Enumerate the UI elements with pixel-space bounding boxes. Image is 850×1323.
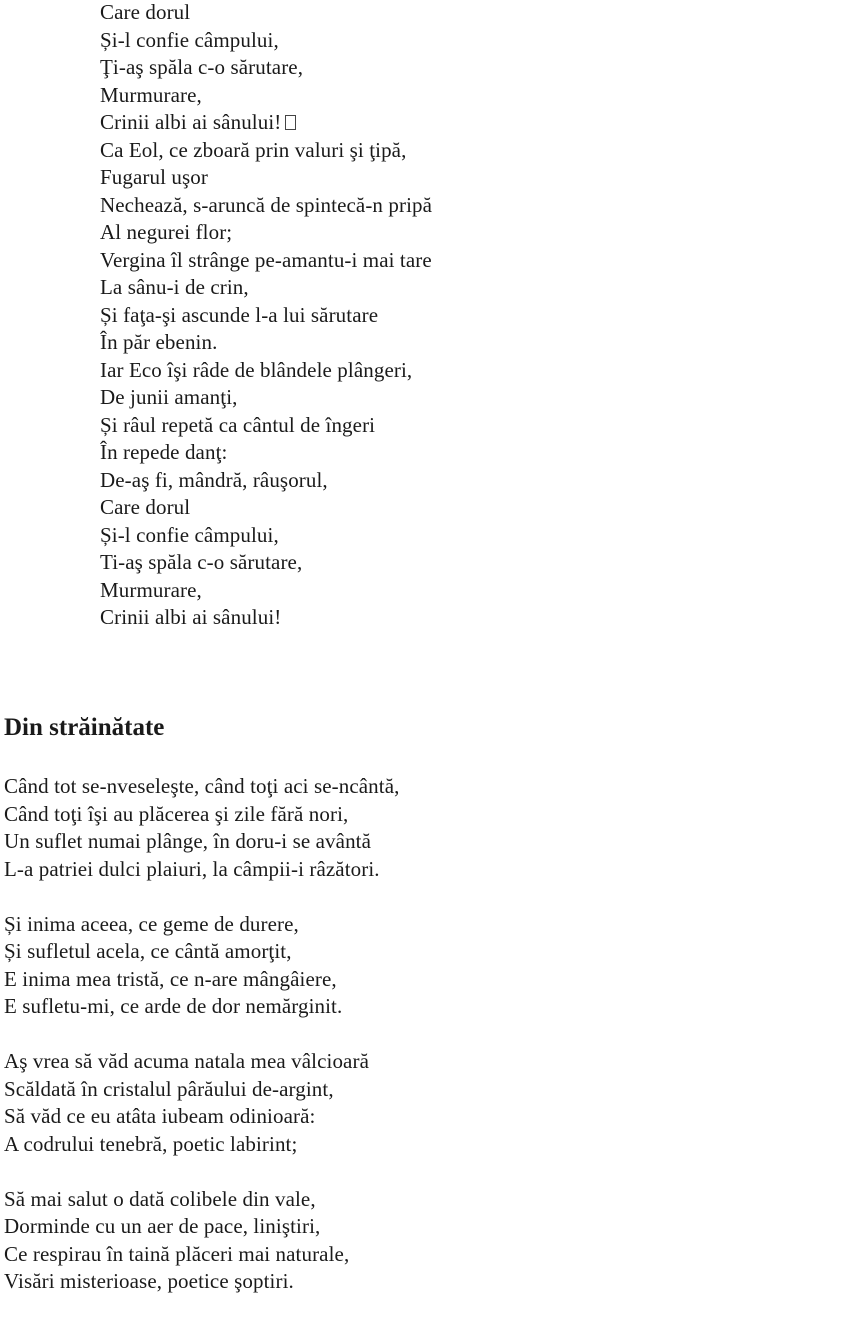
verse-line: Și faţa-şi ascunde l-a lui sărutare bbox=[100, 302, 379, 327]
stanza bbox=[4, 1048, 804, 1158]
verse-line: Și râul repetă ca cântul de îngeri bbox=[100, 412, 376, 437]
verse-line: Dorminde cu un aer de pace, liniştiri, bbox=[4, 1214, 321, 1238]
verse-line-text: Crinii albi ai sânului! bbox=[100, 110, 282, 134]
verse-line: Aş vrea să văd acuma natala mea vâlcioară bbox=[4, 1049, 369, 1073]
verse-line: Când toţi îşi au plăcerea şi zile fără nori, bbox=[4, 801, 349, 826]
poem-title: Din străinătate bbox=[4, 714, 165, 741]
verse-line: În păr ebenin. bbox=[100, 330, 218, 354]
previous-poem-ending bbox=[100, 0, 800, 632]
verse-line: Murmurare, bbox=[100, 577, 202, 602]
verse-line: E inima mea tristă, ce n-are mângâiere, bbox=[4, 966, 337, 991]
verse-line: Crinii albi ai sânului! bbox=[100, 605, 282, 629]
verse-line: Ce respirau în taină plăceri mai naturale, bbox=[4, 1241, 350, 1266]
verse-line: Care dorul bbox=[100, 0, 191, 24]
verse-line: De-aş fi, mândră, râuşorul, bbox=[100, 467, 328, 492]
verse-line: În repede danţ: bbox=[100, 440, 228, 464]
stanza bbox=[4, 911, 804, 1021]
verse-line: Fugarul uşor bbox=[100, 165, 208, 189]
verse-line: La sânu-i de crin, bbox=[100, 275, 249, 299]
verse-line: Vergina îl strânge pe-amantu-i mai tare bbox=[100, 247, 432, 272]
verse-line: Visări misterioase, poetice şoptiri. bbox=[4, 1269, 294, 1293]
stanza bbox=[4, 1186, 804, 1296]
verse-line: Scăldată în cristalul pârăului de-argint, bbox=[4, 1076, 334, 1101]
verse-line: Ţi-aş spăla c-o sărutare, bbox=[100, 55, 304, 79]
verse-line: E sufletu-mi, ce arde de dor nemărginit. bbox=[4, 994, 343, 1018]
verse-line: Și inima aceea, ce geme de durere, bbox=[4, 911, 299, 936]
verse-line: Murmurare, bbox=[100, 82, 202, 107]
verse-line: Să văd ce eu atâta iubeam odinioară: bbox=[4, 1104, 316, 1128]
verse-line: Ti-aş spăla c-o sărutare, bbox=[100, 550, 303, 574]
verse-line-with-missing-glyph bbox=[100, 109, 800, 137]
verse-line: Și-l confie câmpului, bbox=[100, 27, 279, 52]
stanza bbox=[4, 773, 804, 883]
verse-line: Al negurei flor; bbox=[100, 220, 233, 244]
verse-line: Când tot se-nveseleşte, când toţi aci se-ncântă, bbox=[4, 774, 400, 798]
verse-line: A codrului tenebră, poetic labirint; bbox=[4, 1131, 298, 1156]
verse-line: Nechează, s-aruncă de spintecă-n pripă bbox=[100, 192, 433, 217]
poem-body bbox=[4, 773, 804, 1323]
verse-line: Un suflet numai plânge, în doru-i se avântă bbox=[4, 829, 372, 853]
missing-glyph-box-icon bbox=[285, 115, 296, 130]
verse-line: Care dorul bbox=[100, 495, 191, 519]
verse-line: Și-l confie câmpului, bbox=[100, 522, 279, 547]
verse-line: Și sufletul acela, ce cântă amorţit, bbox=[4, 939, 292, 963]
verse-line: Ca Eol, ce zboară prin valuri şi ţipă, bbox=[100, 137, 407, 162]
verse-line: L-a patriei dulci plaiuri, la câmpii-i râzători. bbox=[4, 856, 380, 881]
verse-line: Iar Eco îşi râde de blândele plângeri, bbox=[100, 357, 413, 382]
verse-line: Să mai salut o dată colibele din vale, bbox=[4, 1186, 316, 1211]
verse-line: De junii amanţi, bbox=[100, 385, 238, 409]
